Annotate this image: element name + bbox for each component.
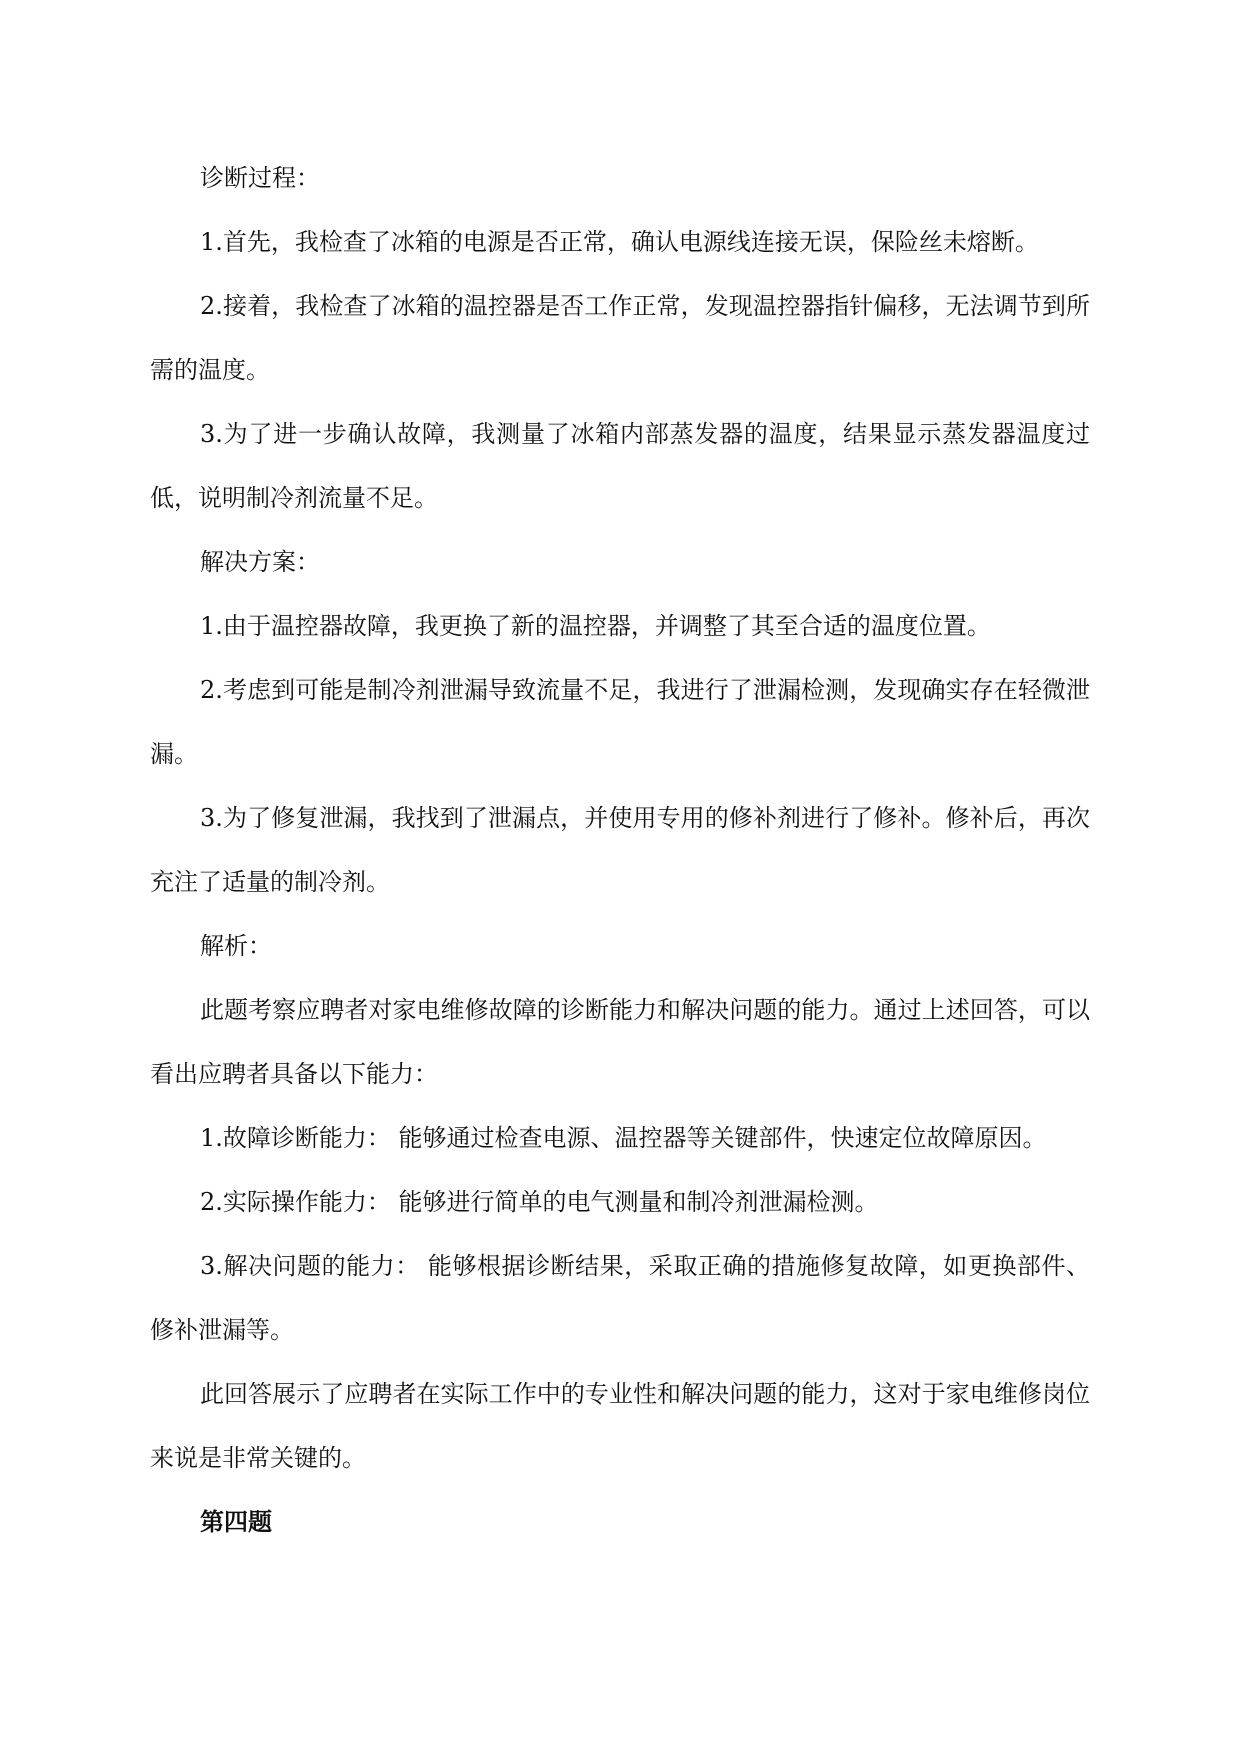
paragraph-analysis-intro: 此题考察应聘者对家电维修故障的诊断能力和解决问题的能力。通过上述回答，可以看出应聘者具备以下能力： (150, 996, 1090, 1088)
section-heading: 第四题 (200, 1507, 272, 1536)
paragraph-diagnosis-step-2: 2.接着，我检查了冰箱的温控器是否工作正常，发现温控器指针偏移，无法调节到所需的温度。 (150, 292, 1090, 384)
paragraph-conclusion: 此回答展示了应聘者在实际工作中的专业性和解决问题的能力，这对于家电维修岗位来说是非常关键的。 (150, 1380, 1090, 1472)
paragraph-solution-step-3: 3.为了修复泄漏，我找到了泄漏点，并使用专用的修补剂进行了修补。修补后，再次充注了适量的制冷剂。 (150, 804, 1090, 896)
paragraph-ability-3: 3.解决问题的能力： 能够根据诊断结果，采取正确的措施修复故障，如更换部件、修补泄漏等。 (150, 1252, 1090, 1344)
paragraph-ability-1: 1.故障诊断能力： 能够通过检查电源、温控器等关键部件，快速定位故障原因。 (200, 1124, 1047, 1152)
paragraph-solution-step-1: 1.由于温控器故障，我更换了新的温控器，并调整了其至合适的温度位置。 (200, 612, 991, 640)
paragraph-solution-step-2: 2.考虑到可能是制冷剂泄漏导致流量不足，我进行了泄漏检测，发现确实存在轻微泄漏。 (150, 676, 1090, 768)
document-page (150, 146, 1090, 1554)
paragraph-diagnosis-step-3: 3.为了进一步确认故障，我测量了冰箱内部蒸发器的温度，结果显示蒸发器温度过低，说明制冷剂流量不足。 (150, 420, 1090, 512)
paragraph-ability-2: 2.实际操作能力： 能够进行简单的电气测量和制冷剂泄漏检测。 (200, 1188, 879, 1216)
paragraph-solution-heading: 解决方案： (200, 548, 320, 576)
paragraph-diagnosis-step-1: 1.首先，我检查了冰箱的电源是否正常，确认电源线连接无误，保险丝未熔断。 (200, 228, 1039, 256)
paragraph-diagnosis-heading: 诊断过程： (200, 164, 320, 192)
paragraph-analysis-heading: 解析： (200, 932, 272, 960)
